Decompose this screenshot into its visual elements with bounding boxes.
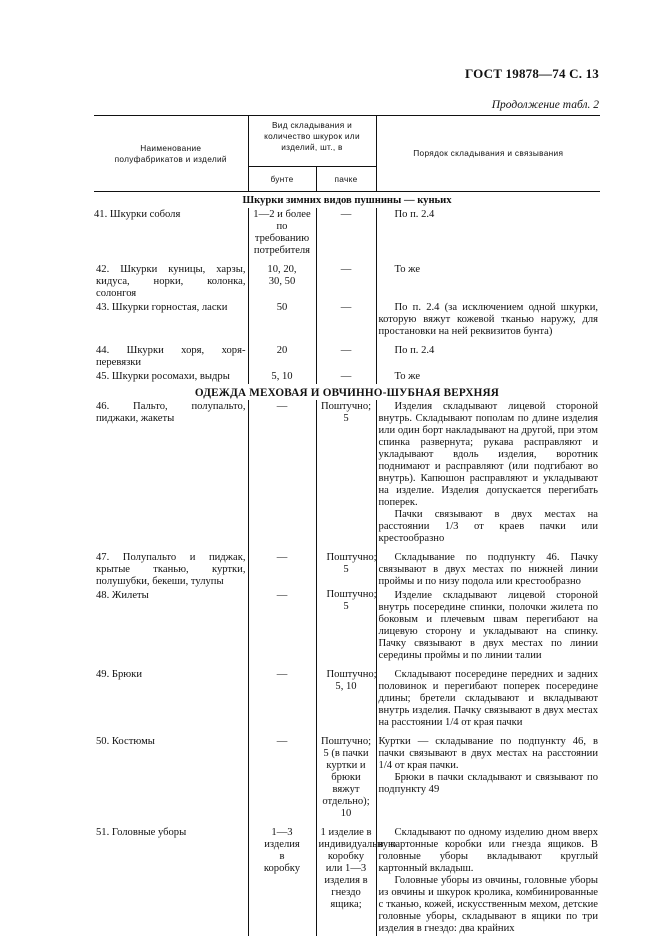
row-order [376,208,600,258]
row-order [376,730,600,821]
row-order [376,301,600,339]
row-order [376,258,600,301]
table-row [94,301,600,339]
table-continuation-label: Продолжение табл. 2 [491,99,599,111]
section-title-clothing: ОДЕЖДА МЕХОВАЯ И ОВЧИННО-ШУБНАЯ ВЕРХНЯЯ [194,387,500,399]
row-bundle: — [248,589,316,663]
packing-table [94,115,600,936]
row-pack: — [316,339,376,370]
row-name: 45. Шкурки росомахи, выдры [96,371,230,382]
row-pack: Поштучно; 5, 10 [316,663,376,730]
row-name: 48. Жилеты [96,590,149,601]
row-name: 51. Головные уборы [96,827,187,838]
row-pack: Поштучно; 5 [316,546,376,589]
row-name: 41. Шкурки соболя [94,209,181,220]
page-header: ГОСТ 19878—74 С. 13 [465,66,599,81]
header-name: Наименование полуфабрикатов и изделий [114,142,227,164]
row-order-text: Пачки связывают в двух местах на расстоянии 1/3 от краев пачки или крестообразно [378,509,599,544]
table-row [94,208,600,258]
row-name: 44. Шкурки хоря, хоря-перевязки [96,345,246,368]
row-pack: Поштучно; 5 (в пачки куртки и брюки вяжут отдельно); 10 [316,730,376,821]
row-order [376,370,600,384]
row-name: 42. Шкурки куницы, харзы, кидуса, норки, колонка, солонгоя [96,264,246,299]
row-pack: — [316,208,376,258]
row-pack: — [316,301,376,339]
row-bundle: 5, 10 [248,370,316,384]
row-order-text: То же [394,371,421,382]
table-row [94,663,600,730]
row-pack: Поштучно; 5 [316,400,376,546]
row-order [376,400,600,546]
table-row [94,370,600,384]
row-pack: — [316,258,376,301]
row-name: 43. Шкурки горностая, ласки [96,302,228,313]
table-row [94,821,600,936]
row-order [376,546,600,589]
row-order-text: По п. 2.4 (за исключением одной шкурки, которую вяжут кожевой тканью наружу, для простановки на ней реквизитов бунта) [378,302,599,337]
row-name: 47. Полупальто и пиджак, крытые тканью, куртки, полушубки, бекеши, тулупы [96,552,246,587]
row-bundle: 10, 20, 30, 50 [248,258,316,301]
section-title-marten: Шкурки зимних видов пушнины — куньих [242,195,452,206]
row-order-text: То же [394,264,421,275]
table-row [94,730,600,821]
row-order [376,663,600,730]
header-kind: Вид складывания и количество шкурок или изделий, шт., в [248,116,376,167]
row-order-text: По п. 2.4 [394,209,435,220]
row-bundle: 20 [248,339,316,370]
table-row [94,546,600,589]
row-pack: Поштучно; 5 [316,589,376,663]
row-bundle: 1—3 изделия в коробку [248,821,316,936]
row-name: 49. Брюки [96,669,143,680]
table-row [94,339,600,370]
header-bundle: бунте [248,167,316,192]
row-order-text: Изделие складывают лицевой стороной внутрь посередине спинки, полочки жилета по боковым и плечевым швам перегибают на лицевую сторону и укладывают на спинку. Пачку связывают в двух местах по линии середины проймы и по линии талии [378,590,599,661]
row-order-text: По п. 2.4 [394,345,435,356]
header-pack: пачке [316,167,376,192]
row-order [376,821,600,936]
row-pack: — [316,370,376,384]
row-bundle: — [248,400,316,546]
table-row [94,400,600,546]
row-order-text: Складывают по одному изделию дном вверх в картонные коробки или гнезда ящиков. В головные уборы вкладывают круглый картонный вкладыш. [378,827,599,874]
row-order-text: Куртки — складывание по подпункту 46, в пачки связывают в двух местах на расстоянии 1/4 от края пачки. [378,736,599,771]
row-order [376,339,600,370]
row-bundle: — [248,546,316,589]
row-name: 50. Костюмы [96,736,155,747]
row-bundle: — [248,730,316,821]
row-order [376,589,600,663]
table-row [94,258,600,301]
row-bundle: — [248,663,316,730]
row-bundle: 1—2 и более по требованию потребителя [248,208,316,258]
row-pack: 1 изделие в индивидуальную коробку или 1—3 изделия в гнездо ящика; [316,821,376,936]
row-order-text: Складывают посередине передних и задних половинок и перегибают поперек посередине длины; бретели складывают и вкладывают внутрь изделия. Пачку связывают в двух местах на расстоянии 1/4 от края пачки [378,669,599,728]
header-order: Порядок складывания и связывания [376,116,600,192]
row-order-text: Складывание по подпункту 46. Пачку связывают в двух местах по нижней линии проймы и по низу подола или крестообразно [378,552,599,587]
table-row [94,589,600,663]
row-order-text: Изделия складывают лицевой стороной внутрь. Складывают пополам по длине изделия или один борт накладывают на другой, при этом спинка развернута; рукава расправляют и укладывают вдоль изделия, воротник поднимают и расправляют (или подгибают во внутрь). Капюшон расправляют и укладывают на изделие. Изделия допускается перегибать поперек. [378,401,599,508]
row-bundle: 50 [248,301,316,339]
row-order-text: Головные уборы из овчины, головные уборы из овчины и шкурок кролика, комбинированные с тканью, кожей, искусственным мехом, детские головные уборы, складывают в ящики по три изделия в гнездо: два крайних [378,875,599,934]
row-order-text: Брюки в пачки складывают и связывают по подпункту 49 [378,772,599,795]
row-name: 46. Пальто, полупальто, пиджаки, жакеты [96,401,246,424]
